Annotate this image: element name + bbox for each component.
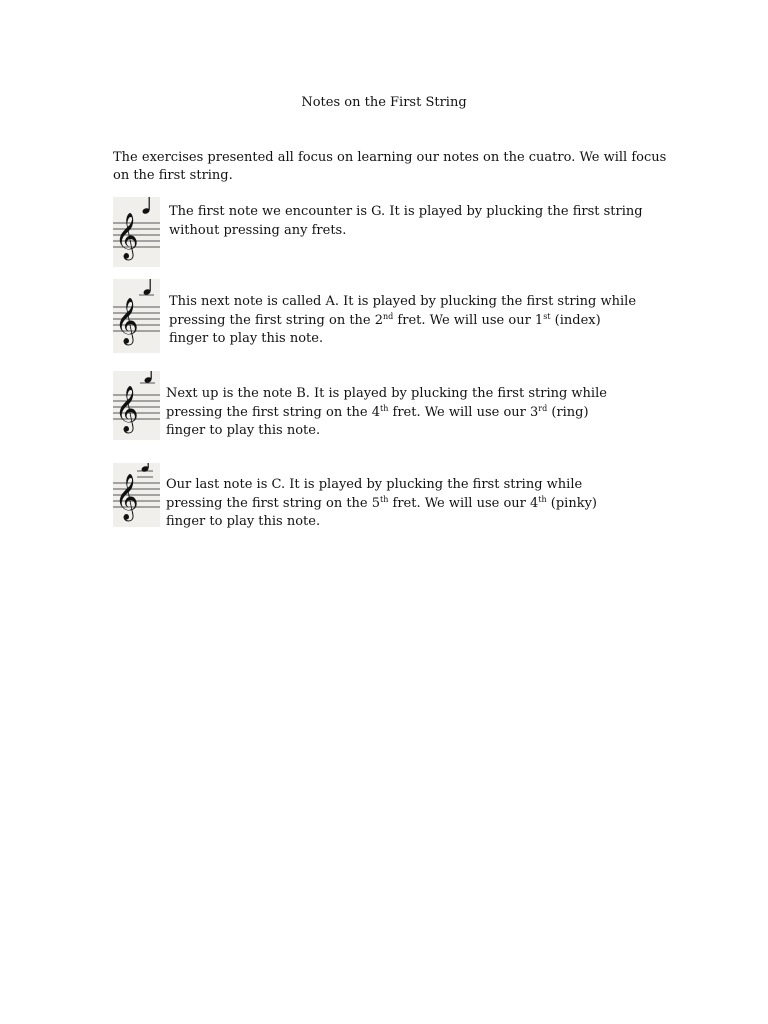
text-line: Our last note is C. It is played by plucking the first string while bbox=[166, 477, 583, 492]
text-line: pressing the first string on the 5th fret. We will use our 4th (pinky) bbox=[166, 494, 598, 511]
intro-paragraph: The exercises presented all focus on learning our notes on the cuatro. We will focus on the first string. bbox=[113, 150, 667, 183]
text-line: finger to play this note. bbox=[166, 423, 321, 438]
text-line: The first note we encounter is G. It is played by plucking the first string bbox=[169, 204, 643, 219]
svg-text:𝄞: 𝄞 bbox=[115, 386, 139, 432]
treble-staff-g-image bbox=[113, 197, 160, 267]
note-g-text bbox=[169, 203, 643, 240]
svg-text:𝄞: 𝄞 bbox=[115, 213, 139, 259]
text-line: without pressing any frets. bbox=[169, 222, 347, 238]
text-line: Next up is the note B. It is played by plucking the first string while bbox=[166, 386, 607, 401]
svg-text:𝄞: 𝄞 bbox=[115, 298, 139, 344]
svg-text:𝄞: 𝄞 bbox=[115, 474, 139, 520]
text-line: This next note is called A. It is played by plucking the first string while bbox=[169, 294, 637, 309]
note-c-text bbox=[166, 476, 597, 532]
treble-staff-b-image bbox=[113, 371, 160, 440]
treble-staff-a-image bbox=[113, 279, 160, 353]
page-title: Notes on the First String bbox=[301, 95, 467, 110]
note-a-text bbox=[169, 293, 636, 349]
text-line: pressing the first string on the 4th fret. We will use our 3rd (ring) bbox=[166, 403, 589, 420]
note-b-text bbox=[166, 385, 607, 441]
treble-staff-c-image bbox=[113, 463, 160, 527]
text-line: pressing the first string on the 2nd fret. We will use our 1st (index) bbox=[169, 311, 601, 328]
text-line: finger to play this note. bbox=[169, 331, 324, 346]
text-line: finger to play this note. bbox=[166, 514, 321, 529]
